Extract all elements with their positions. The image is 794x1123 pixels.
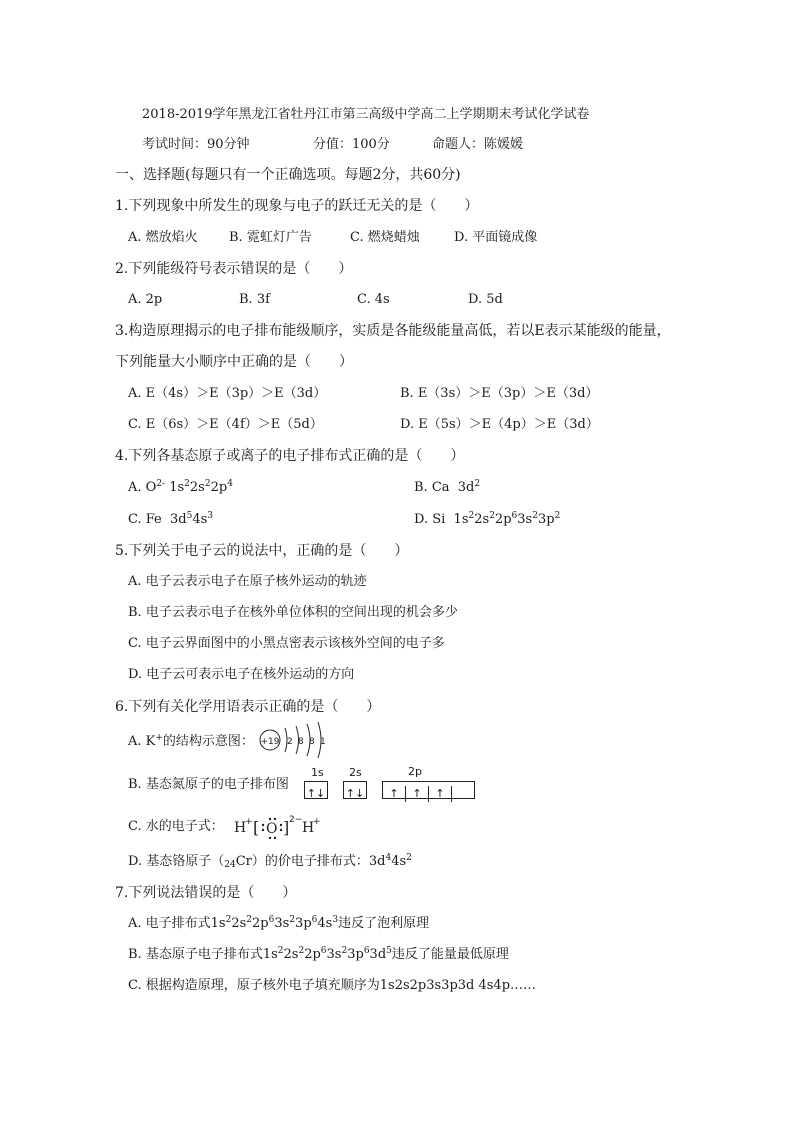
question-7-option-c: C. 根据构造原理，原子核外电子填充顺序为1s2s2p3s3p3d 4s4p……	[128, 978, 537, 993]
question-3-option-d: D. E（5s）＞E（4p）＞E（3d）	[400, 417, 599, 432]
orbital-cell: ↑↓	[345, 787, 365, 800]
nucleus-label: +19	[260, 737, 280, 747]
question-3-option-c: C. E（6s）＞E（4f）＞E（5d）	[128, 417, 323, 432]
question-4-option-c: C. Fe $3d^54s^3$	[128, 511, 214, 527]
question-3-option-b: B. E（3s）＞E（3p）＞E（3d）	[400, 386, 599, 401]
question-6-option-c: C. 水的电子式：	[128, 819, 224, 834]
orbital-box-2s	[343, 781, 367, 799]
question-2-stem: 2.下列能级符号表示错误的是（ ）	[115, 261, 353, 277]
question-7-option-a: A. 电子排布式$1s^22s^22p^63s^23p^64s^3$违反了泡利原理	[128, 915, 430, 931]
svg-text:O: O	[266, 821, 278, 837]
question-1-option-b: B. 霓虹灯广告	[229, 230, 312, 245]
question-6-option-a: A. K+的结构示意图：	[128, 733, 254, 749]
svg-text:+: +	[245, 817, 253, 827]
question-6-option-d: D. 基态铬原子$(_{24}Cr)$的价电子排布式：$3d^44s^2$	[128, 853, 412, 870]
question-1-option-d: D. 平面镜成像	[454, 230, 538, 245]
shell-1-count: 2	[287, 737, 293, 747]
orbital-label-1s: 1s	[311, 766, 324, 779]
orbital-box-1s	[304, 781, 328, 799]
exam-time: 考试时间：90分钟	[142, 137, 250, 152]
question-1-option-c: C. 燃烧蜡烛	[350, 230, 420, 245]
question-1-option-a: A. 燃放焰火	[128, 230, 198, 245]
exam-score: 分值：100分	[313, 137, 390, 152]
question-7-stem: 7.下列说法错误的是（ ）	[115, 885, 297, 901]
exam-title: 2018-2019学年黑龙江省牡丹江市第三高级中学高二上学期期末考试化学试卷	[142, 107, 590, 122]
question-5-option-d: D. 电子云可表示电子在核外运动的方向	[128, 667, 355, 682]
shell-3-count: 8	[309, 737, 315, 747]
orbital-cell	[452, 786, 474, 802]
question-3-stem-line2: 下列能量大小顺序中正确的是（ ）	[115, 354, 353, 370]
orbital-cell: ↑	[429, 786, 452, 802]
shell-2-count: 8	[298, 737, 304, 747]
question-4-option-d: D. Si $1s^22s^22p^63s^23p^2$	[414, 511, 561, 527]
question-5-option-b: B. 电子云表示电子在核外单位体积的空间出现的机会多少	[128, 605, 458, 620]
question-5-option-c: C. 电子云界面图中的小黑点密表示该核外空间的电子多	[128, 636, 445, 651]
water-electron-formula	[232, 810, 324, 842]
question-3-option-a: A. E（4s）＞E（3p）＞E（3d）	[128, 386, 327, 401]
potassium-structure-diagram	[258, 720, 330, 760]
orbital-box-2p	[382, 781, 475, 799]
svg-text:H: H	[302, 820, 315, 836]
svg-text:+: +	[313, 817, 321, 827]
section-heading: 一、选择题(每题只有一个正确选项。每题2分，共60分)	[115, 167, 461, 183]
orbital-cell: ↑↓	[306, 787, 326, 800]
question-1-stem: 1.下列现象中所发生的现象与电子的跃迁无关的是（ ）	[115, 198, 479, 214]
svg-text:[: [	[253, 818, 260, 837]
orbital-cell: ↑	[406, 786, 429, 802]
question-5-stem: 5.下列关于电子云的说法中，正确的是（ ）	[115, 543, 409, 559]
question-4-option-a: A. $O^{2-}$ $1s^22s^22p^4$	[128, 479, 233, 495]
question-2-option-d: D. 5d	[468, 292, 503, 307]
question-2-option-c: C. 4s	[357, 292, 390, 307]
orbital-cell: ↑	[383, 786, 406, 802]
question-4-stem: 4.下列各基态原子或离子的电子排布式正确的是（ ）	[115, 448, 465, 464]
orbital-label-2s: 2s	[349, 766, 362, 779]
svg-text:H: H	[234, 820, 247, 836]
question-3-stem-line1: 3.构造原理揭示的电子排布能级顺序，实质是各能级能量高低，若以E表示某能级的能量，	[115, 323, 671, 339]
exam-author: 命题人：陈媛媛	[432, 137, 524, 152]
question-6-option-b: B. 基态氮原子的电子排布图	[128, 777, 289, 792]
question-5-option-a: A. 电子云表示电子在原子核外运动的轨迹	[128, 574, 367, 589]
question-7-option-b: B. 基态原子电子排布式$1s^22s^22p^63s^23p^63d^5$违反了能量最低原理	[128, 946, 509, 962]
orbital-label-2p: 2p	[408, 765, 422, 778]
question-4-option-b: B. Ca $3d^2$	[414, 479, 481, 495]
question-2-option-a: A. 2p	[128, 292, 163, 307]
shell-4-count: 1	[320, 737, 326, 747]
question-6-stem: 6.下列有关化学用语表示正确的是（ ）	[115, 699, 381, 715]
question-2-option-b: B. 3f	[239, 292, 270, 307]
svg-text:2−: 2−	[289, 815, 303, 825]
svg-text:]: ]	[283, 818, 290, 837]
